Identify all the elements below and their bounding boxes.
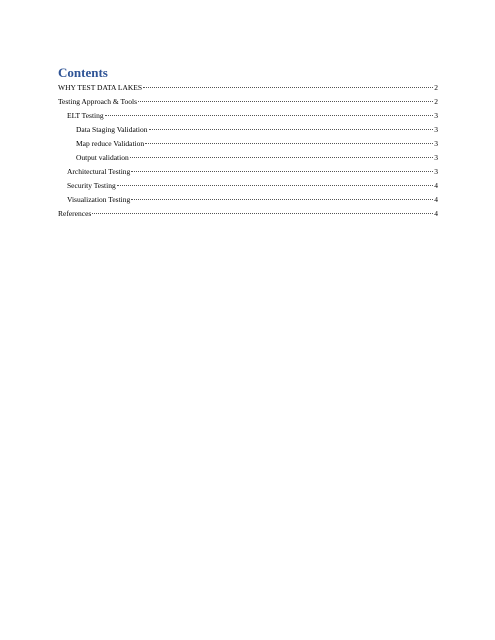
toc-entry-title: Security Testing <box>67 181 116 190</box>
toc-entry-elt-testing[interactable] <box>58 110 438 124</box>
toc-entry-page: 4 <box>434 195 438 204</box>
toc-entry-page: 3 <box>434 167 438 176</box>
toc-entry-architectural-testing[interactable] <box>58 166 438 180</box>
dot-leader <box>131 199 433 200</box>
toc-entry-title: References <box>58 209 92 218</box>
dot-leader <box>117 185 433 186</box>
toc-entry-title: Data Staging Validation <box>76 125 148 134</box>
dot-leader <box>131 171 433 172</box>
toc-entry-page: 3 <box>434 153 438 162</box>
toc-entry-data-staging-validation[interactable] <box>58 124 438 138</box>
toc-entry-page: 3 <box>434 139 438 148</box>
dot-leader <box>149 129 433 130</box>
dot-leader <box>145 143 433 144</box>
toc-entry-map-reduce-validation[interactable] <box>58 138 438 152</box>
toc-entry-page: 3 <box>434 111 438 120</box>
toc-entry-testing-approach-tools[interactable] <box>58 96 438 110</box>
toc-entry-title: Testing Approach & Tools <box>58 97 138 106</box>
dot-leader <box>143 87 433 88</box>
toc-entry-title: Output validation <box>76 153 129 162</box>
toc-entry-page: 4 <box>434 209 438 218</box>
toc-entry-page: 2 <box>434 97 438 106</box>
toc-entry-security-testing[interactable] <box>58 180 438 194</box>
dot-leader <box>92 213 433 214</box>
toc-entry-title: ELT Testing <box>67 111 104 120</box>
toc-entry-visualization-testing[interactable] <box>58 194 438 208</box>
toc-entry-page: 3 <box>434 125 438 134</box>
dot-leader <box>130 157 433 158</box>
toc-entry-references[interactable] <box>58 208 438 222</box>
toc-entry-title: WHY TEST DATA LAKES <box>58 83 143 92</box>
toc-entry-page: 4 <box>434 181 438 190</box>
table-of-contents <box>58 82 438 222</box>
toc-entry-page: 2 <box>434 83 438 92</box>
dot-leader <box>138 101 433 102</box>
toc-entry-why-test-data-lakes[interactable] <box>58 82 438 96</box>
toc-entry-title: Visualization Testing <box>67 195 131 204</box>
dot-leader <box>105 115 433 116</box>
toc-heading: Contents <box>58 65 108 80</box>
toc-entry-title: Architectural Testing <box>67 167 131 176</box>
toc-entry-title: Map reduce Validation <box>76 139 145 148</box>
toc-entry-output-validation[interactable] <box>58 152 438 166</box>
